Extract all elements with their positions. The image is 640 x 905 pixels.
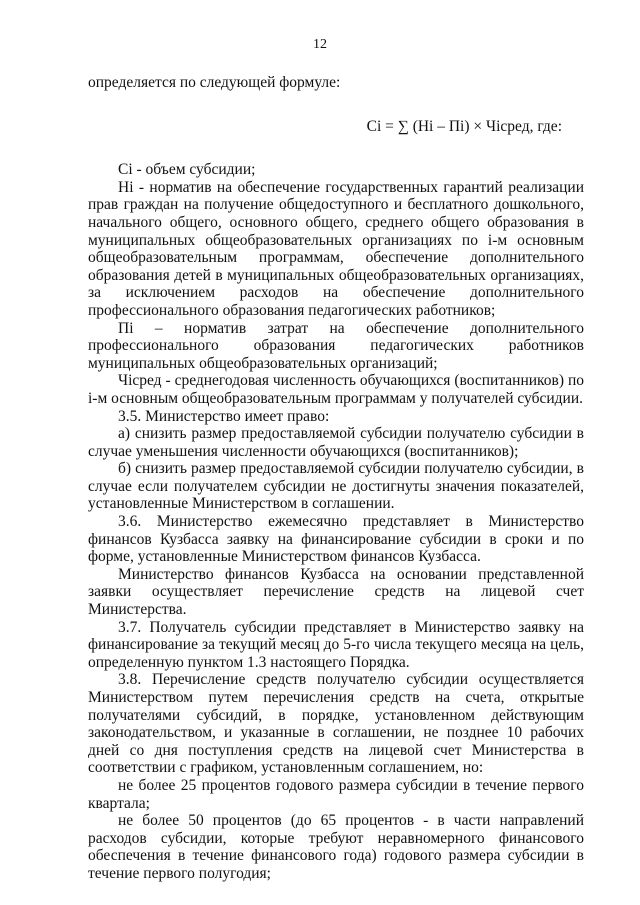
- clause-3-5-a: а) снизить размер предоставляемой субсидии получателю субсидии в случае уменьшения численности обучающихся (воспитанников);: [88, 425, 584, 460]
- page-number: 12: [313, 37, 327, 52]
- document-body: [88, 74, 584, 883]
- clause-3-5-b: б) снизить размер предоставляемой субсидии получателю субсидии, в случае если получателем субсидии не достигнуты значения показателей, установленные Министерством в соглашении.: [88, 460, 584, 513]
- definition-pi: Пi – норматив затрат на обеспечение дополнительного профессионального образования педагогических работников муниципальных общеобразовательных организаций;: [88, 319, 584, 372]
- clause-3-7: 3.7. Получатель субсидии представляет в Министерство заявку на финансирование за текущий месяц до 5-го числа текущего месяца на цель, определенную пунктом 1.3 настоящего Порядка.: [88, 618, 584, 671]
- clause-3-8: 3.8. Перечисление средств получателю субсидии осуществляется Министерством путем перечисления средств на счета, открытые получателями субсидий, в порядке, установленном действующим законодательством, и указанные в соглашении, не позднее 10 рабочих дней со дня поступления средств на лицевой счет Министерства в соответствии с графиком, установленным соглашением, но:: [88, 671, 584, 777]
- clause-3-8-half-year: не более 50 процентов (до 65 процентов - в части направлений расходов субсидии, которые требуют неравномерного финансового обеспечения в течение финансового года) годового размера субсидии в течение первого полугодия;: [88, 812, 584, 882]
- clause-3-8-quarter: не более 25 процентов годового размера субсидии в течение первого квартала;: [88, 776, 584, 812]
- clause-3-5: 3.5. Министерство имеет право:: [118, 407, 330, 425]
- definition-chi: Чiсред - среднегодовая численность обучающихся (воспитанников) по i-м основным общеобразовательным программам у получателей субсидии.: [88, 372, 584, 407]
- clause-3-6-transfer: Министерство финансов Кузбасса на основании представленной заявки осуществляет перечисление средств на лицевой счет Министерства.: [88, 565, 584, 619]
- formula-intro: определяется по следующей формуле:: [88, 74, 341, 91]
- definition-ci: Сi - объем субсидии;: [118, 161, 256, 179]
- formula: Ci = ∑ (Нi – Пi) × Чiсред, где:: [366, 117, 562, 135]
- clause-3-6: 3.6. Министерство ежемесячно представляет в Министерство финансов Кузбасса заявку на финансирование субсидии в сроки и по форме, установленные Министерством финансов Кузбасса.: [88, 513, 584, 566]
- definition-hi: Нi - норматив на обеспечение государственных гарантий реализации прав граждан на получение общедоступного и бесплатного дошкольного, начального общего, основного общего, среднего общего образования в муниципальных общеобразовательных организациях по i-м основным общеобразовательным программам, обеспечение дополнительного образования детей в муниципальных общеобразовательных организациях, за исключением расходов на обеспечение дополнительного профессионального образования педагогических работников;: [88, 178, 584, 319]
